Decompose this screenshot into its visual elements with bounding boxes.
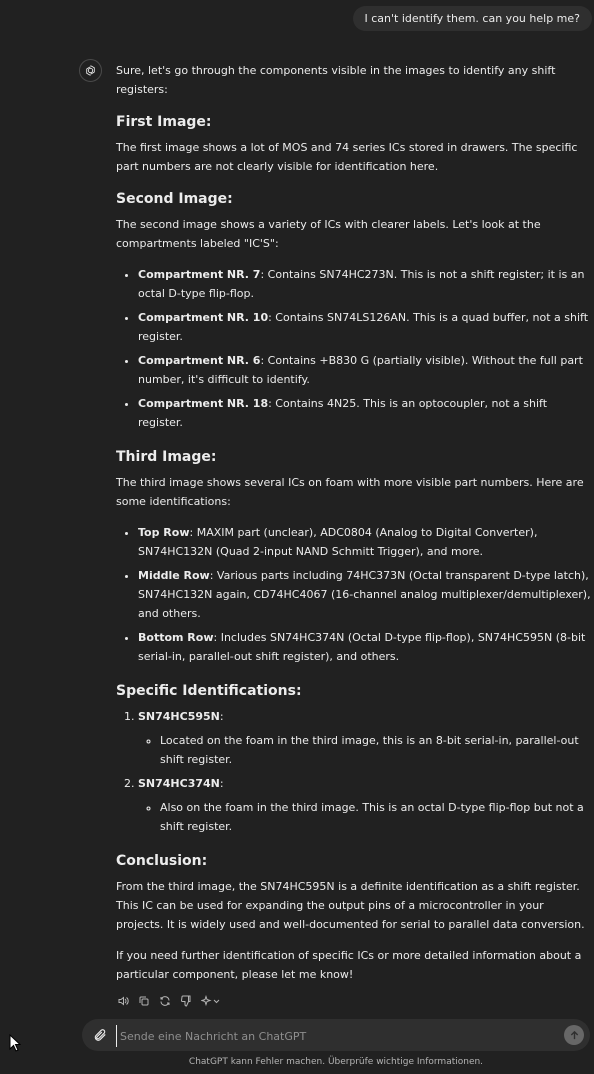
item-text: : Includes SN74HC374N (Octal D-type flip-flop), SN74HC595N (8-bit serial-in, parallel-out shift register), and others. [138,631,586,663]
item-label: SN74HC595N [138,710,220,723]
paragraph-second-image: The second image shows a variety of ICs with clearer labels. Let's look at the compartments labeled "IC'S": [116,218,541,250]
heading-third-image: Third Image: [116,449,217,465]
send-button[interactable] [564,1025,584,1045]
item-label: Compartment NR. 18 [138,397,269,410]
item-label: Top Row [138,526,190,539]
paragraph-third-image: The third image shows several ICs on foam with more visible part numbers. Here are some identifications: [116,476,584,508]
reply-intro: Sure, let's go through the components visible in the images to identify any shift registers: [116,64,556,96]
item-text: : Contains 4N25. This is an optocoupler, not a shift register. [138,397,548,429]
list-item [138,308,592,346]
sub-list-item: ◦ Located on the foam in the third image, this is an 8-bit serial-in, parallel-out shift register. [160,731,592,769]
list-item [138,351,592,389]
regenerate-icon[interactable] [158,994,172,1008]
list-item [138,523,592,561]
item-text: : Contains +B830 G (partially visible). Without the full part number, it's difficult to identify. [138,354,583,386]
item-label: Compartment NR. 7 [138,268,261,281]
item-text: : MAXIM part (unclear), ADC0804 (Analog to Digital Converter), SN74HC132N (Quad 2-input NAND Schmitt Trigger), and more. [138,526,538,558]
heading-second-image: Second Image: [116,191,233,207]
list-item [138,394,592,432]
disclaimer-text: ChatGPT kann Fehler machen. Überprüfe wichtige Informationen. [188,1057,484,1067]
item-label: Compartment NR. 6 [138,354,261,367]
item-text: : Various parts including 74HC373N (Octal transparent D-type latch), SN74HC132N again, CD74HC4067 (16-channel analog multiplexer/demultiplexer), and others. [138,569,591,620]
list-item [138,566,592,623]
item-text: : Contains SN74LS126AN. This is a quad buffer, not a shift register. [138,311,589,343]
item-suffix: : [219,777,224,790]
sub-list [138,798,592,836]
chatgpt-logo-icon [79,59,102,82]
item-label: Compartment NR. 10 [138,311,269,324]
list-item [138,265,592,303]
row-list [116,523,592,666]
identification-list [116,707,592,836]
item-suffix: : [219,710,224,723]
heading-specific-identifications: Specific Identifications: [116,683,302,699]
item-text: : Contains SN74HC273N. This is not a shift register; it is an octal D-type flip-flop. [138,268,585,300]
mouse-cursor-icon [9,1034,21,1055]
compartment-list [116,265,592,432]
paragraph-conclusion: From the third image, the SN74HC595N is a definite identification as a shift register. This IC can be used for expanding the output pins of a microcontroller in your projects. It is widely used and well-documented for serial to parallel data conversion. [116,880,585,931]
thumbs-down-icon[interactable] [179,994,193,1008]
sub-list-item: ◦ Also on the foam in the third image. This is an octal D-type flip-flop but not a shift register. [160,798,592,836]
heading-first-image: First Image: [116,114,212,130]
message-input[interactable] [116,1025,552,1047]
item-label: Bottom Row [138,631,214,644]
list-item [138,628,592,666]
message-composer [82,1019,590,1051]
list-item [138,774,592,836]
message-toolbar [116,994,592,1008]
assistant-reply [116,61,592,1008]
paragraph-closing: If you need further identification of specific ICs or more detailed information about a particular component, please let me know! [116,949,582,981]
sparkle-model-icon[interactable] [200,994,222,1008]
item-label: SN74HC374N [138,777,220,790]
paperclip-icon[interactable] [92,1027,108,1043]
heading-conclusion: Conclusion: [116,853,208,869]
speaker-icon[interactable] [116,994,130,1008]
paragraph-first-image: The first image shows a lot of MOS and 74 series ICs stored in drawers. The specific part numbers are not clearly visible for identification here. [116,141,578,173]
list-item [138,707,592,769]
user-message: I can't identify them. can you help me? [353,6,593,31]
item-label: Middle Row [138,569,210,582]
copy-icon[interactable] [137,994,151,1008]
sub-list [138,731,592,769]
